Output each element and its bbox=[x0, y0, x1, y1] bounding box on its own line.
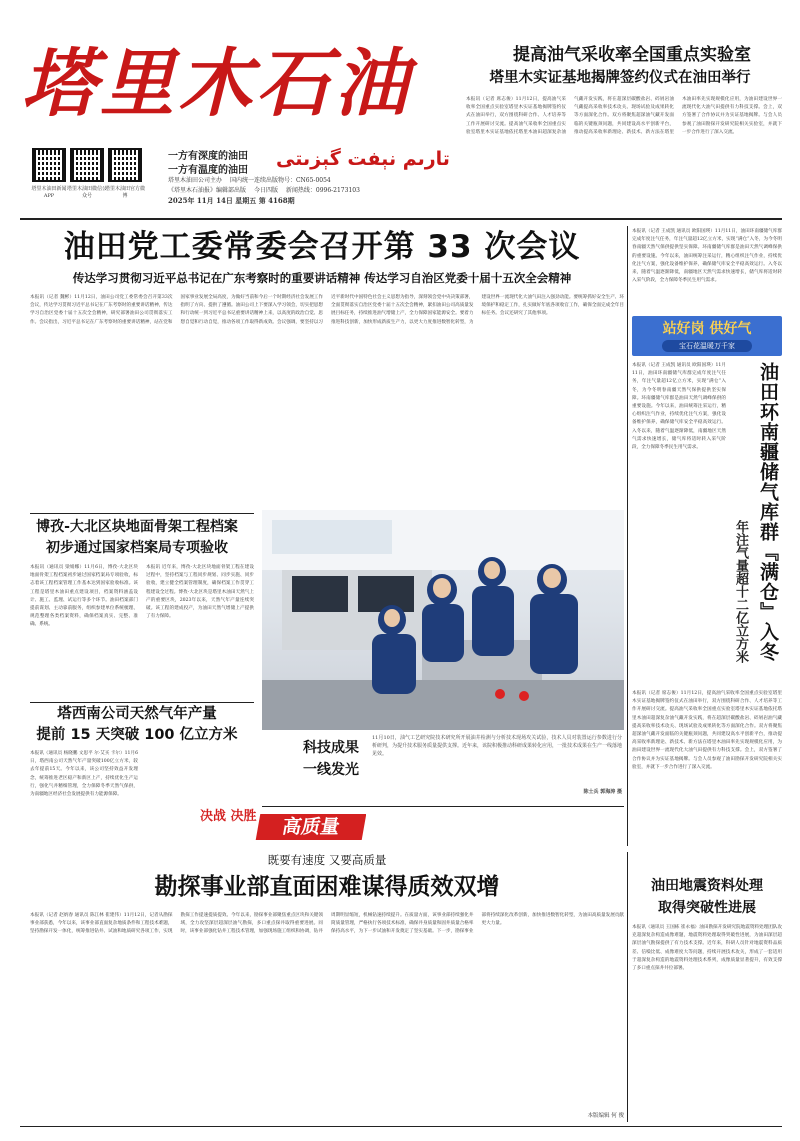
mid-story-body: 本报讯 近年来，博孜-大北区块地面骨架工程在建设过程中，坚持档案与工程同步规划、同步实施、同步验收，建立健全档案管理制度，确保档案工作贯穿工程建设全过程。博孜-大北区块是塔里木油田天然气上产的重要区块，2023年以来，天然气年产量连续突破。该工程的建成投产，为油田天然气增储上产提供了有力保障。 bbox=[146, 565, 254, 620]
bottom-right-body: 本报讯（通讯员 王国栋 崔永福）油田勘探开发研究院地震资料处理团队攻克超深复杂构造成像难题，地震资料处理取得突破性进展，为油田深层超深层油气勘探提供了有力技术支撑。近年来，科研人员针对地震资料品质差、信噪比低、成像难度大等问题，持续开展技术攻关，形成了一套适用于超深复杂构造的地震资料处理技术系列，成像质量显著提升，有效支撑了多口重点探井井位部署。 bbox=[632, 925, 782, 972]
left-story-2-body: 本报讯（通讯员 杨晓鹏 文思平 尔·艾买 卡尔）11月6日，塔西南公司天然气年产量突破100亿立方米，较去年提前15天。今年以来，该公司坚持效益开发理念，统筹推进老区稳产和新区上产，持续优化生产运行，强化气井精细管理，全力保障冬季天然气保供，为南疆地区经济社会发展提供有力能源保障。 bbox=[30, 751, 138, 798]
banner-line-1: 站好岗 供好气 bbox=[662, 321, 752, 337]
bottom-body: 本报讯（记者 赵炳春 通讯员 陈江林 崔建伟）11月12日，记者从勘探事业部获悉，今年以来，该事业部直面复杂地质条件和工程技术难题，坚持勘探开发一体化，统筹推进钻井、试油和地质研究各项工作，实现勘探工作提速提质提效。今年以来，勘探事业部聚焦重点区块和关键领域，全力攻坚深层超深层油气勘探，多口重点探井取得重要进展。同时，该事业部强化钻井工程技术管理，加强现场施工组织和协调，钻井周期明显缩短，机械钻速持续提升。在质量方面，该事业部持续强化井筒质量管理，严格执行各项技术标准，确保井身质量和固井质量合格率保持高水平，为下一步试油和开发奠定了坚实基础。下一步，勘探事业部将持续深化改革创新，加快推进数智化转型，为油田高质量发展贡献更大力量。 bbox=[30, 913, 624, 935]
photo-scene bbox=[262, 510, 624, 730]
battle-banner bbox=[200, 808, 366, 844]
date-line: 2025年 11月 14日 星期五 第 4168期 bbox=[168, 196, 295, 205]
bottom-col-divider bbox=[627, 852, 628, 1122]
qr-label-weibo: 塔里木油田官方微博 bbox=[104, 186, 145, 199]
slogan-line-2: 一方有温度的油田 bbox=[168, 165, 248, 176]
top-right-headline-1: 提高油气采收率全国重点实验室 bbox=[513, 45, 751, 65]
masthead-logo bbox=[22, 42, 452, 126]
masthead-info-line-2 bbox=[168, 186, 468, 195]
bottom-kicker: 既要有速度 又要高质量 bbox=[267, 853, 387, 867]
masthead-uyghur-title: تارىم نېفت گېزىتى bbox=[276, 148, 450, 170]
right-col-pre-body: 本报讯（记者 王成凯 通讯员 欧阳国瑛）11月11日，油田环南疆储气库群完成年度注气任务，年注气量超12亿立方米，实现“满仓”入冬，为今冬明春南疆天然气保供提供坚实保障。环南疆储气库群是油田天然气调峰保供的重要设施。今年以来，油田统筹注采运行，精心组织注气作业，持续优化注气方案，强化设备维护保养，确保储气库安全平稳高效运行。入冬以来，随着气温逐渐降低，南疆地区天然气需求快速增长，储气库将适时转入采气阶段，全力保障冬季民生用气需求。 bbox=[632, 229, 782, 284]
qr-label-app: 塔里木油田新闻APP bbox=[31, 186, 67, 199]
publisher: 《塔里木石油报》编辑部出版 bbox=[168, 187, 247, 194]
battle-banner-big: 高质量 bbox=[256, 814, 366, 840]
masthead-slogan bbox=[168, 150, 248, 178]
masthead-title: 塔里木石油 bbox=[22, 42, 412, 126]
footer-rule bbox=[20, 1126, 782, 1127]
lead-headline: 油田党工委常委会召开第 33 次会议 bbox=[63, 229, 581, 265]
page-editor: 本版编辑 何 俊 bbox=[587, 1113, 624, 1119]
today-label: 今日四版 bbox=[253, 187, 278, 194]
lead-subhead: 传达学习贯彻习近平总书记在广东考察时的重要讲话精神 传达学习自治区党委十届十五次全会精神 bbox=[72, 271, 572, 285]
left-story-2-headline-1: 塔西南公司天然气年产量 bbox=[57, 706, 217, 722]
sponsor: 塔里木油田公司主办 bbox=[168, 177, 223, 184]
right-col-body-cont: 本报讯（记者 席志俊）11月12日，提高油气采收率全国重点实验室塔里木实证基地揭牌签约仪式在油田举行，双方围绕科研合作、人才培养等工作开展研讨交流。提高油气采收率全国重点实验室塔里木实证基地依托塔里木油田超深复杂油气藏开发实践，将在超深层碳酸盐岩、碎屑岩油气藏提高采收率技术攻关、现场试验及成果转化等方面深化合作。双方将聚焦超深油气藏开发面临的关键瓶颈问题，共同建设高水平创新平台，推动提高采收率新理论、新技术、新方法在塔里木油田率先实现规模化应用，为油田建设世界一流现代化大油气田提供有力科技支撑。会上，双方签署了合作协议并为实证基地揭牌。与会人员参观了油田勘探开发研究院相关实验室，并就下一步合作进行了深入交流。 bbox=[632, 691, 782, 770]
left-story-1-rule bbox=[30, 513, 254, 514]
photo-label-line-2: 一线发光 bbox=[303, 762, 359, 778]
qr-label-wechat: 塔里木油田微信公众号 bbox=[66, 186, 107, 199]
photo-caption: 11月10日，油气工艺研究院技术研究所开展油井检测与分析技术现场攻关试验，技术人员对装置运行参数进行分析研判，为提升技术服务质量提供支撑。近年来，该院积极推动科研成果转化应用，一批技术成果在生产一线落地见效。 bbox=[372, 735, 622, 757]
slogan-line-1: 一方有深度的油田 bbox=[168, 151, 248, 162]
left-story-1-headline-1: 博孜-大北区块地面骨架工程档案 bbox=[36, 519, 238, 535]
right-col-subhead: 年注气量超十二亿立方米 bbox=[733, 520, 748, 663]
top-right-body: 本报讯（记者 席志俊）11月12日，提高油气采收率全国重点实验室塔里木实证基地揭牌签约仪式在油田举行，双方围绕科研合作、人才培养等工作开展研讨交流。提高油气采收率全国重点实验室塔里木实证基地依托塔里木油田超深复杂油气藏开发实践，将在超深层碳酸盐岩、碎屑岩油气藏提高采收率技术攻关、现场试验及成果转化等方面深化合作。双方将聚焦超深油气藏开发面临的关键瓶颈问题，共同建设高水平创新平台，推动提高采收率新理论、新技术、新方法在塔里木油田率先实现规模化应用，为油田建设世界一流现代化大油气田提供有力科技支撑。会上，双方签署了合作协议并为实证基地揭牌。与会人员参观了油田勘探开发研究院相关实验室，并就下一步合作进行了深入交流。 bbox=[466, 97, 782, 135]
right-col-divider bbox=[627, 226, 628, 846]
bottom-right-headline-2: 取得突破性进展 bbox=[658, 900, 756, 916]
left-story-1-headline-2: 初步通过国家档案局专项验收 bbox=[46, 540, 228, 556]
hotline: 新闻热线：0996-2173103 bbox=[285, 187, 360, 194]
bottom-right-headline-1: 油田地震资料处理 bbox=[651, 878, 763, 894]
right-col-body: 本报讯（记者 王成凯 通讯员 欧阳国瑛）11月11日，油田环南疆储气库群完成年度注气任务，年注气量超12亿立方米，实现“满仓”入冬，为今冬明春南疆天然气保供提供坚实保障。环南疆储气库群是油田天然气调峰保供的重要设施。今年以来，油田统筹注采运行，精心组织注气作业，持续优化注气方案，强化设备维护保养，确保储气库安全平稳高效运行。入冬以来，随着气温逐渐降低，南疆地区天然气需求快速增长，储气库将适时转入采气阶段，全力保障冬季民生用气需求。 bbox=[632, 363, 726, 451]
masthead-info-line-1 bbox=[168, 176, 468, 185]
photo-label-box bbox=[296, 737, 366, 801]
lead-body: 本报讯（记者 魏彬）11月12日，油田公司党工委常委会召开第33次会议，传达学习贯彻习近平总书记在广东考察时的重要讲话精神，传达学习自治区党委十届十五次全会精神，研究部署油田公司贯彻落实工作。会议指出，习近平总书记在广东考察时的重要讲话精神，站在党和国家事业发展全局高度，为做好当前和今后一个时期经济社会发展工作指明了方向、提供了遵循。油田公司上下要深入学习领会，切实把思想和行动统一到习近平总书记重要讲话精神上来，以高度的政治自觉、思想自觉和行动自觉，推动各项工作取得新成效。会议强调，要坚持以习近平新时代中国特色社会主义思想为指导，深刻领会党中央决策部署，全面贯彻落实自治区党委十届十五次全会精神，紧扣油田公司高质量发展目标任务，持续推进油气增储上产，全力保障国家能源安全。要着力推进科技创新，加快形成新质生产力，以更大力度推进数智化转型，为建设世界一流现代化大油气田注入强劲动能。要统筹抓好安全生产、环境保护和稳定工作，扎实做好年底各项收官工作，确保全面完成全年目标任务。会议还研究了其他事项。 bbox=[30, 295, 624, 325]
qr-code-app bbox=[32, 148, 66, 182]
masthead-divider bbox=[20, 218, 782, 220]
mid-divider bbox=[262, 806, 624, 807]
qr-code-weibo bbox=[108, 148, 142, 182]
qr-code-wechat bbox=[70, 148, 104, 182]
banner-box bbox=[632, 316, 782, 356]
issn: 国内统一连续出版物号：CN65-0054 bbox=[229, 177, 331, 184]
feature-photo bbox=[262, 510, 624, 730]
banner-line-2: 宝石花温暖万千家 bbox=[662, 340, 752, 352]
left-story-2-rule bbox=[30, 702, 254, 703]
bottom-headline: 勘探事业部直面困难谋得质效双增 bbox=[154, 874, 500, 900]
left-story-1-body: 本报讯（通讯员 梁娟娜）11月6日，博孜-大北区块地面骨架工程档案初步通过国家档案局专项验收，标志着该工程档案管理工作基本达到国家验收标准。该工程是塔里木油田重点建设项目，档案资料涵盖设计、施工、监理、试运行等多个环节。油田档案部门提前谋划、主动靠前服务，组织参建单位系统梳理、规范整理各类档案资料，确保档案真实、完整、准确、系统。 bbox=[30, 565, 138, 628]
photo-credit: 陈士兵 郭海涛 摄 bbox=[583, 789, 622, 795]
photo-label-line-1: 科技成果 bbox=[303, 740, 359, 756]
top-right-headline-2: 塔里木实证基地揭牌签约仪式在油田举行 bbox=[489, 70, 751, 86]
right-col-headline: 油田环南疆储气库群『满仓』入冬 bbox=[757, 362, 779, 662]
battle-banner-small: 决战 决胜 bbox=[200, 809, 257, 824]
left-story-2-headline-2: 提前 15 天突破 100 亿立方米 bbox=[36, 727, 238, 743]
